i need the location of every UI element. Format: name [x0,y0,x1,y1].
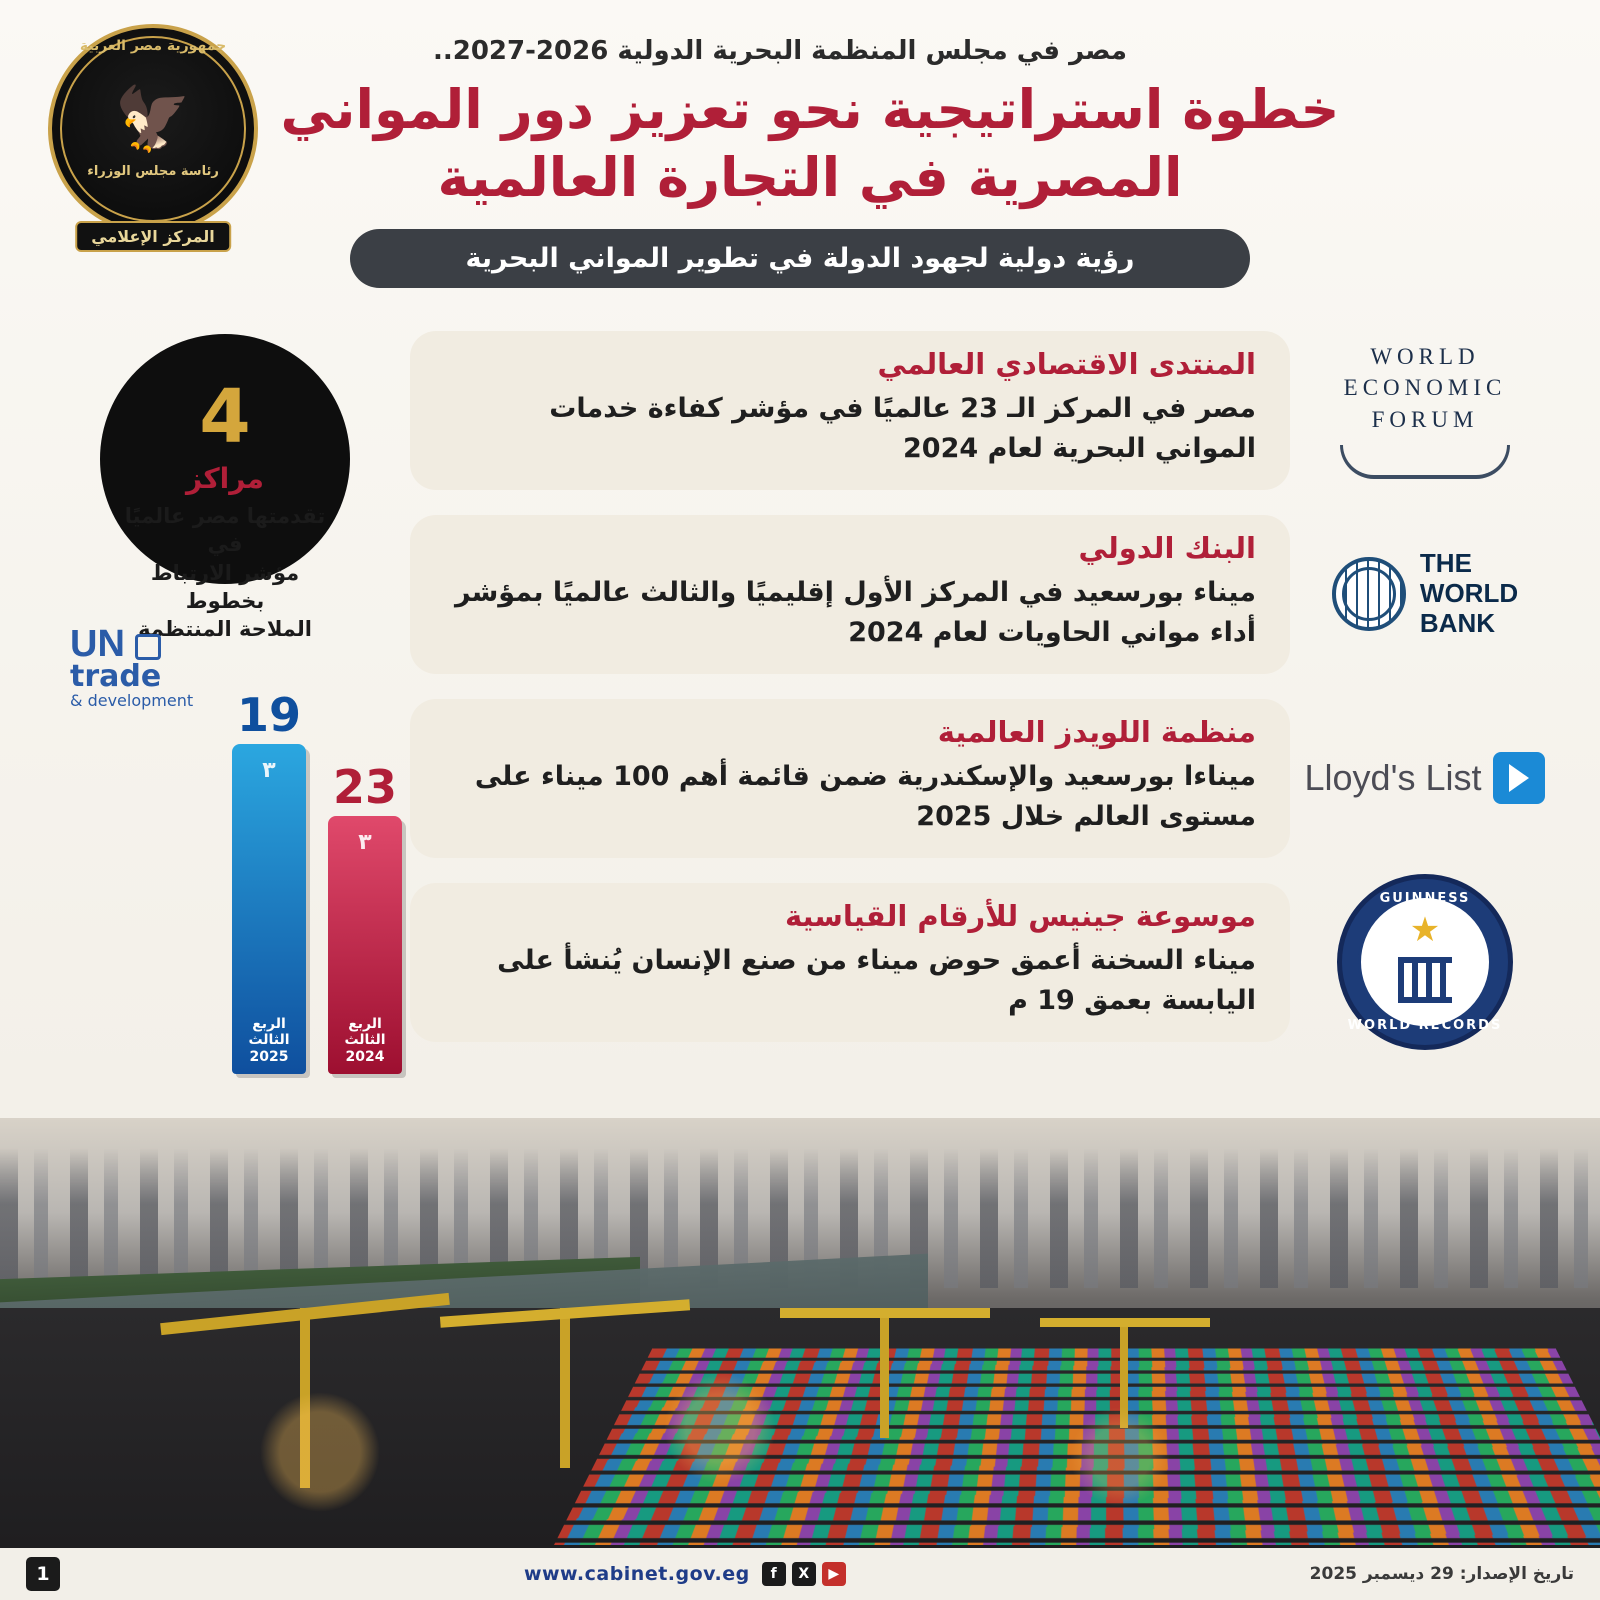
stat-value: 4 [199,374,251,460]
globe-icon [1332,557,1406,631]
wb-line-1: THE [1419,548,1472,579]
card-text: مصر في المركز الـ 23 عالميًا في مؤشر كفاءة خدمات المواني البحرية لعام 2024 [549,392,1256,464]
page-number: 1 [26,1557,60,1591]
lloyds-list-logo [1290,698,1560,858]
card-text: ميناء السخنة أعمق حوض ميناء من صنع الإنسان يُنشأ على اليابسة بعمق 19 م [497,944,1256,1016]
chart-bar-caption [232,1016,306,1066]
stat-description-line3: الملاحة المنتظمة [138,617,312,642]
emblem-mid-text: رئاسة مجلس الوزراء [87,164,219,179]
guinness-world-records-logo [1290,882,1560,1042]
card-title: المنتدى الاقتصادي العالمي [877,346,1256,381]
x-twitter-icon[interactable]: X [792,1562,816,1586]
chart-bar [232,744,306,1074]
info-card [410,699,1290,858]
guinness-bottom-text: WORLD RECORDS [1347,1018,1503,1033]
page-title-line1: خطوة استراتيجية نحو تعزيز دور المواني [280,78,1340,141]
chart-bar-caption-line2: 2024 [345,1049,385,1066]
unctad-trade-text: trade [70,659,162,695]
facebook-icon[interactable]: f [762,1562,786,1586]
chart-bar-value: 19 [236,688,301,742]
wb-line-2: WORLD [1419,578,1519,609]
chart-bar-caption-line1: الربع الثالث [248,1015,290,1049]
subtitle-bar: رؤية دولية لجهود الدولة في تطوير المواني البحرية [350,229,1250,288]
card-title: منظمة اللويدز العالمية [937,714,1256,749]
wef-line-1: WORLD [1370,344,1480,370]
content [0,300,1600,1100]
star-icon: ★ [1409,910,1441,950]
list-item [410,694,1560,862]
chart-bar-group-2025 [232,688,306,1074]
card-text: ميناءا بورسعيد والإسكندرية ضمن قائمة أهم 100 ميناء على مستوى العالم خلال 2025 [474,760,1256,832]
wb-line-3: BANK [1419,607,1496,638]
info-card [410,515,1290,674]
stat-label: مراكز [185,462,265,495]
wef-arc-icon [1340,445,1510,479]
rank-improvement-stat [100,334,350,642]
stat-description-line2: مؤشر الارتباط بخطوط [150,560,300,614]
page-title [40,76,1560,211]
youtube-icon[interactable]: ▶ [822,1562,846,1586]
photo-lights [0,1308,1600,1548]
unctad-development-text: & development [70,691,194,711]
info-card [410,883,1290,1042]
publish-date: تاريخ الإصدار: 29 ديسمبر 2025 [1309,1564,1574,1584]
pillar-icon [1398,957,1452,1003]
world-economic-forum-logo [1290,330,1560,490]
header-eyebrow: مصر في مجلس المنظمة البحرية الدولية 2026-2027.. [432,36,1128,66]
list-item [410,878,1560,1046]
egypt-cabinet-emblem [48,24,258,254]
eagle-icon: 🦅 [114,82,192,155]
play-triangle-icon [1493,752,1545,804]
chart-bar-caption-line2: 2025 [249,1049,289,1066]
chart-bar-mark: ٣ [358,830,372,855]
wef-line-2: ECONOMIC [1343,375,1507,401]
guinness-top-text: GUINNESS [1379,891,1471,906]
chart-bar-value: 23 [332,760,397,814]
wef-line-3: FORUM [1371,406,1479,432]
card-text: ميناء بورسعيد في المركز الأول إقليميًا والثالث عالميًا بمؤشر أداء مواني الحاويات لعام 2024 [454,576,1256,648]
stats-column [40,326,410,1100]
unctad-un-text: UN [70,623,125,665]
header [0,0,1600,300]
chart-bar-mark: ٣ [262,758,276,783]
list-item [410,510,1560,678]
card-title: موسوعة جينيس للأرقام القياسية [784,898,1256,933]
website-url[interactable]: www.cabinet.gov.eg [523,1563,750,1585]
world-bank-logo [1290,514,1560,674]
chart-bar [328,816,402,1074]
emblem-top-text: جمهورية مصر العربية [79,38,227,54]
info-card [410,331,1290,490]
stat-description [110,502,340,644]
organization-list [410,326,1560,1100]
emblem-badge: المركز الإعلامي [75,221,231,252]
chart-bar-caption-line1: الربع الثالث [344,1015,386,1049]
card-title: البنك الدولي [1078,530,1256,565]
stat-description-line1: تقدمتها مصر عالميًا في [124,504,326,557]
footer [0,1548,1600,1600]
chart-bar-group-2024 [328,760,402,1074]
chart-bar-caption [328,1016,402,1066]
social-links [762,1562,846,1586]
list-item [410,326,1560,494]
port-containers-night-photo [0,1118,1600,1548]
page-title-line2: المصرية في التجارة العالمية [437,145,1183,209]
footer-center [60,1562,1310,1586]
liner-shipping-connectivity-chart [102,656,402,1086]
lloyds-wordmark: Lloyd's List [1304,757,1482,798]
